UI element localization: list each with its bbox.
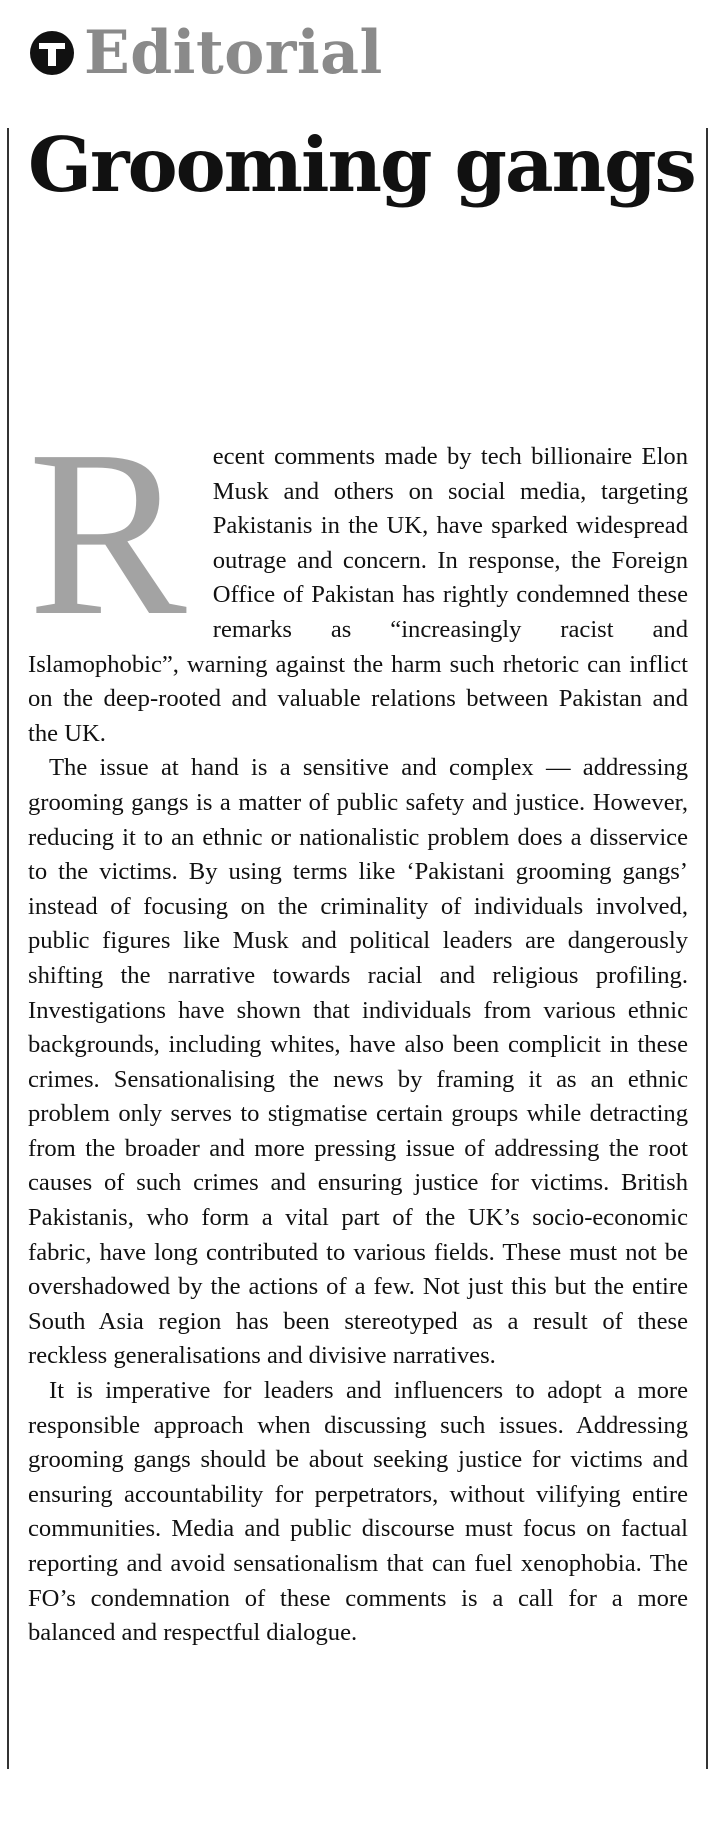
right-column-rule: [706, 128, 708, 1769]
masthead: [30, 18, 383, 88]
paragraph-3: It is imperative for leaders and influencers to adopt a more responsible approach when discussing such issues. Addressing grooming gangs should be about seeking justice for victims and ensuring accountability for perpetrators, without vilifying entire communities. Media and public discourse must focus on factual reporting and avoid sensationalism that can fuel xenophobia. The FO’s condemnation of these comments is a call for a more balanced and respectful dialogue.: [28, 1377, 688, 1647]
paragraph-2: The issue at hand is a sensitive and complex — addressing grooming gangs is a matter of public safety and justice. However, reducing it to an ethnic or nationalistic problem does a disservice to the victims. By using terms like ‘Pakistani grooming gangs’ instead of focusing on the criminality of individuals involved, public figures like Musk and political leaders are dangerously shifting the narrative towards racial and religious profiling. Investigations have shown that individuals from various ethnic backgrounds, including whites, have also been complicit in these crimes. Sensationalising the news by framing it as an ethnic problem only serves to stigmatise certain groups while detracting from the broader and more pressing issue of addressing the root causes of such crimes and ensuring justice for victims. British Pakistanis, who form a vital part of the UK’s socio-economic fabric, have long contributed to various fields. These must not be overshadowed by the actions of a few. Not just this but the entire South Asia region has been stereotyped as a result of these reckless generalisations and divisive narratives.: [28, 754, 688, 1370]
paragraph-1: [28, 402, 688, 751]
paragraph-1-text: ecent comments made by tech billionaire Elon Musk and others on social media, targeting Pakistanis in the UK, have sparked widespread outrage and concern. In response, the Foreign Office of Pakistan has rightly condemned these remarks as “increasingly racist and Islamophobic”, warning against the harm such rhetoric can inflict on the deep-rooted and valuable relations between Pakistan and the UK.: [28, 443, 688, 747]
article-body: [28, 402, 688, 1651]
drop-cap: R: [28, 402, 187, 665]
left-column-rule: [7, 128, 9, 1769]
section-label: Editorial: [84, 18, 383, 88]
newspaper-t-logo-icon: [30, 31, 74, 75]
headline: Grooming gangs: [28, 121, 695, 209]
